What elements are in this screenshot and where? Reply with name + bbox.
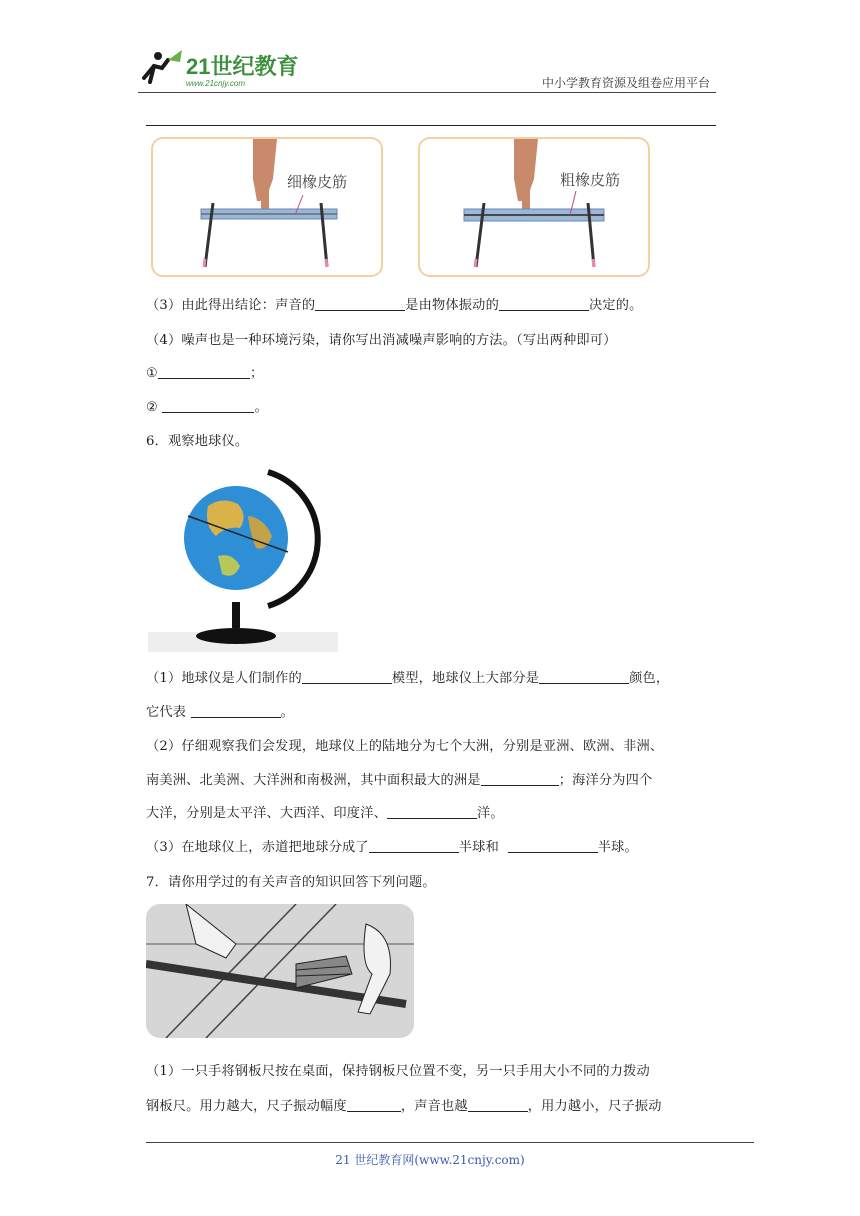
footer-link[interactable]: 21 世纪教育网(www.21cnjy.com): [335, 1153, 525, 1167]
site-logo: [138, 42, 308, 92]
svg-text:21世纪教育: 21世纪教育: [186, 54, 299, 79]
q7-part1-line2: 钢板尺。用力越大，尺子振动幅度 ，声音也越 ，用力越小，尺子振动: [146, 1099, 662, 1114]
answer-blank[interactable]: [539, 671, 629, 684]
answer-blank[interactable]: [347, 1099, 401, 1112]
answer-blank[interactable]: [508, 840, 598, 853]
header-divider: [138, 92, 716, 93]
q5-part3: （3）由此得出结论：声音的 是由物体振动的 决定的。: [146, 298, 643, 313]
answer-blank[interactable]: [468, 1099, 528, 1112]
q7-title: 7．请你用学过的有关声音的知识回答下列问题。: [146, 875, 436, 890]
top-rule: [146, 125, 716, 126]
answer-blank[interactable]: [302, 671, 392, 684]
q6-part1-line2: 它代表 。: [146, 705, 294, 720]
q7-part1-line1: （1）一只手将钢板尺按在桌面，保持钢板尺位置不变，另一只手用大小不同的力拨动: [146, 1064, 650, 1079]
hand-icon: [514, 139, 538, 215]
answer-blank[interactable]: [499, 298, 589, 311]
q5-item1: ① ；: [146, 366, 264, 381]
band-label: 粗橡皮筋: [560, 171, 621, 189]
runner-logo-icon: [144, 50, 182, 82]
answer-blank[interactable]: [369, 840, 459, 853]
q6-part3: （3）在地球仪上，赤道把地球分成了 半球和 半球。: [146, 840, 638, 855]
q5-part4: （4）噪声也是一种环境污染，请你写出消减噪声影响的方法。（写出两种即可）: [146, 333, 617, 348]
q6-part1-line1: （1）地球仪是人们制作的 模型，地球仪上大部分是 颜色，: [146, 671, 670, 686]
svg-text:www.21cnjy.com: www.21cnjy.com: [186, 79, 245, 88]
ruler-vibration-photo: [146, 904, 414, 1038]
q6-title: 6．观察地球仪。: [146, 434, 249, 449]
footer-divider: [146, 1142, 754, 1143]
answer-blank[interactable]: [315, 298, 405, 311]
thin-rubber-band-photo: [151, 137, 383, 277]
q6-part2-line1: （2）仔细观察我们会发现，地球仪上的陆地分为七个大洲，分别是亚洲、欧洲、非洲、: [146, 739, 664, 754]
answer-blank[interactable]: [481, 773, 559, 786]
q5-item2: ② 。: [146, 400, 268, 415]
thick-rubber-band-photo: [418, 137, 650, 277]
globe-photo: [148, 456, 338, 652]
answer-blank[interactable]: [162, 400, 254, 413]
q6-part2-line3: 大洋，分别是太平洋、大西洋、印度洋、 洋。: [146, 806, 504, 821]
band-label: 细橡皮筋: [287, 173, 348, 191]
hand-icon: [253, 139, 277, 215]
answer-blank[interactable]: [158, 366, 250, 379]
q6-part2-line2: 南美洲、北美洲、大洋洲和南极洲，其中面积最大的洲是 ；海洋分为四个: [146, 773, 653, 788]
platform-name: 中小学教育资源及组卷应用平台: [541, 76, 710, 90]
answer-blank[interactable]: [191, 705, 281, 718]
answer-blank[interactable]: [387, 806, 477, 819]
